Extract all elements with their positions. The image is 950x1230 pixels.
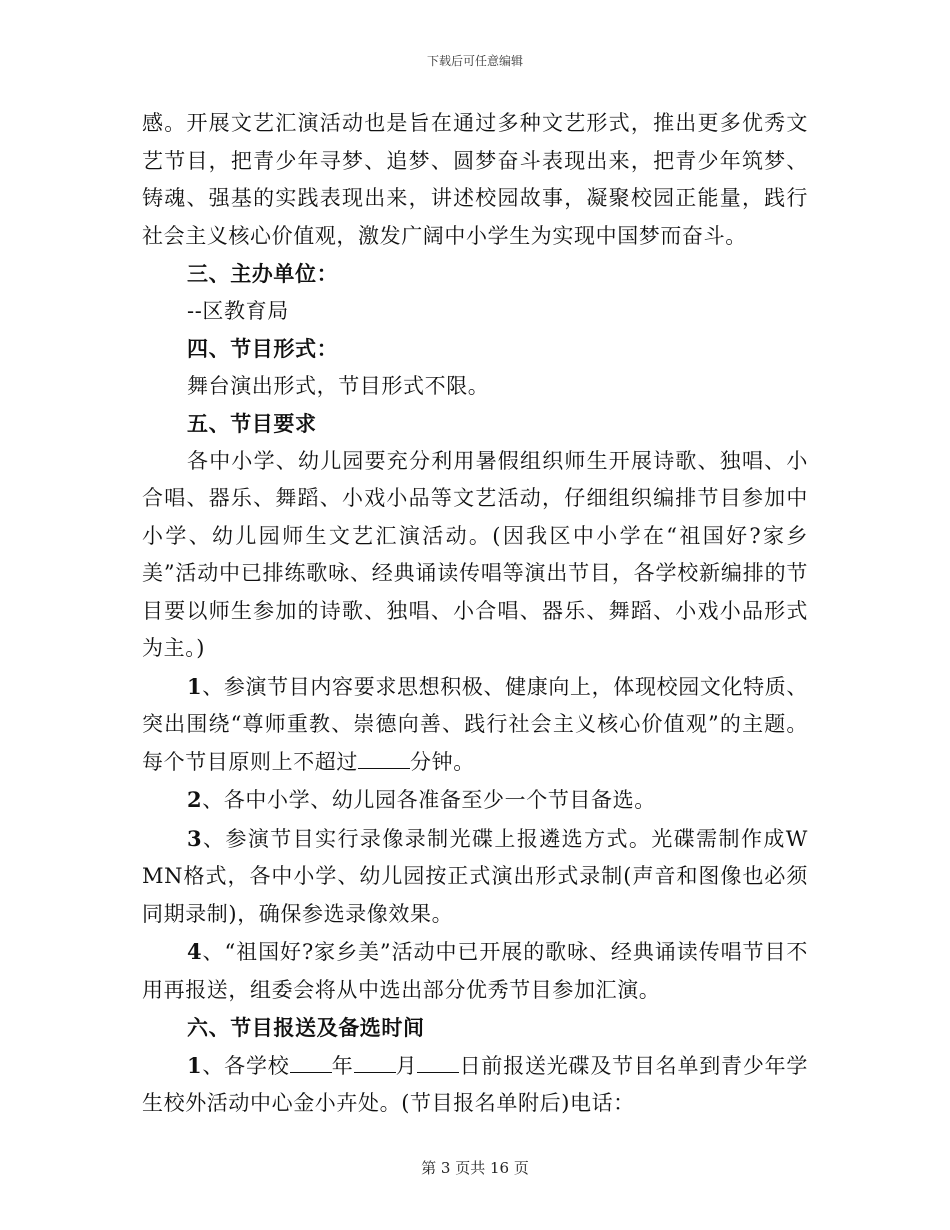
schedule-item-1 <box>142 1047 808 1123</box>
fill-blank <box>358 752 410 769</box>
section-heading-schedule: 六、节目报送及备选时间 <box>187 1015 425 1040</box>
section-heading-requirements: 五、节目要求 <box>187 411 317 436</box>
item-text-tail: 日前报送光碟及节目名单到青少年学生校外活动中心金小卉处。(节目报名单附后)电话： <box>142 1053 808 1115</box>
section-heading-form: 四、节目形式： <box>187 336 339 361</box>
requirement-item-2 <box>142 781 808 820</box>
item-text: 、参演节目内容要求思想积极、健康向上，体现校园文化特质、突出围绕“尊师重教、崇德向善、践行社会主义核心价值观”的主题。每个节目原则上不超过 <box>142 674 808 774</box>
item-number: 1 <box>187 1052 203 1078</box>
requirement-item-4 <box>142 933 808 1009</box>
year-label: 年 <box>331 1053 354 1078</box>
page-footer: 第 3 页共 16 页 <box>421 1159 529 1177</box>
intro-paragraph: 感。开展文艺汇演活动也是旨在通过多种文艺形式，推出更多优秀文艺节目，把青少年寻梦、追梦、圆梦奋斗表现出来，把青少年筑梦、铸魂、强基的实践表现出来，讲述校园故事，凝聚校园正能量，践行社会主义核心价值观，激发广阔中小学生为实现中国梦而奋斗。 <box>142 111 808 248</box>
fill-blank-day <box>417 1056 459 1073</box>
fill-blank-month <box>354 1056 396 1073</box>
item-number: 3 <box>187 825 203 851</box>
requirement-item-3 <box>142 820 808 934</box>
item-number: 2 <box>187 787 203 812</box>
form-text: 舞台演出形式，节目形式不限。 <box>187 373 490 398</box>
item-text: 、“祖国好?家乡美”活动中已开展的歌咏、经典诵读传唱节目不用再报送，组委会将从中选出部分优秀节目参加汇演。 <box>142 940 808 1002</box>
requirement-item-1 <box>142 668 808 782</box>
item-text: 、参演节目实行录像录制光碟上报遴选方式。光碟需制作成WMN格式，各中小学、幼儿园按正式演出形式录制(声音和图像也必须同期录制)，确保参选录像效果。 <box>142 826 808 926</box>
month-label: 月 <box>395 1053 418 1078</box>
section-heading-organizer: 三、主办单位： <box>187 261 339 286</box>
item-number: 4 <box>187 939 203 964</box>
item-text-tail: 分钟。 <box>410 749 475 774</box>
requirements-paragraph: 各中小学、幼儿园要充分利用暑假组织师生开展诗歌、独唱、小合唱、器乐、舞蹈、小戏小品等文艺活动，仔细组织编排节目参加中小学、幼儿园师生文艺汇演活动。(因我区中小学在“祖国好?家乡美”活动中已排练歌咏、经典诵读传唱等演出节目，各学校新编排的节目要以师生参加的诗歌、独唱、小合唱、器乐、舞蹈、小戏小品形式为主。) <box>142 448 808 660</box>
item-number: 1 <box>187 673 203 699</box>
fill-blank-year <box>290 1056 332 1073</box>
organizer-text: --区教育局 <box>187 298 289 323</box>
item-text: 、各学校 <box>202 1053 290 1078</box>
document-body <box>142 105 808 1123</box>
item-text: 、各中小学、幼儿园各准备至少一个节目备选。 <box>202 788 656 812</box>
page-header: 下载后可任意编辑 <box>426 54 523 68</box>
